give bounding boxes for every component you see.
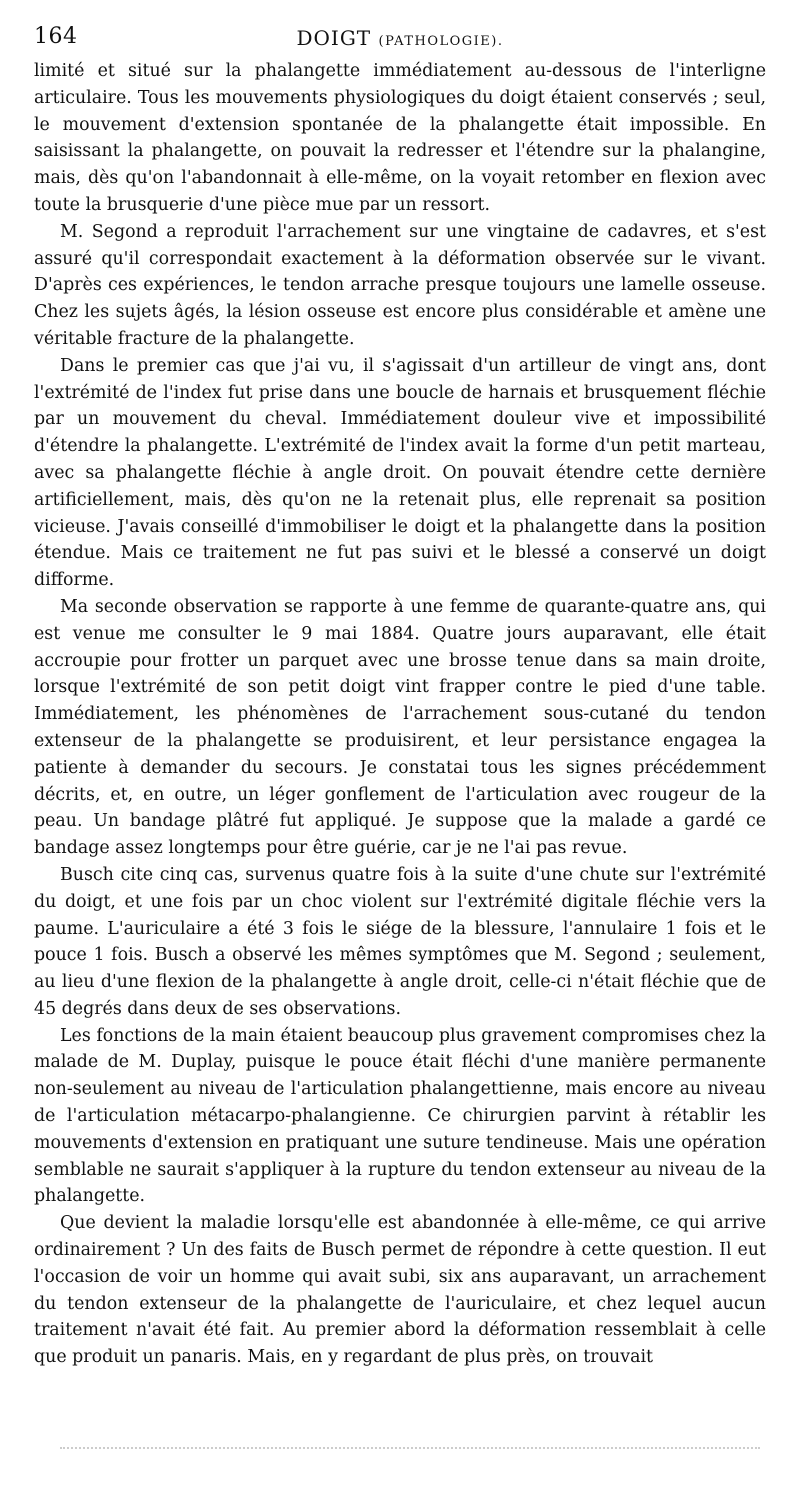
paragraph: limité et situé sur la phalangette immédiatement au-dessous de l'interligne articulaire. Tous les mouvements physiologiques du doigt étaient conservés ; seul, le mouvement d'extension spontanée de la phalangette était impossible. En saisissant la phalangette, on pouvait la redresser et l'étendre sur la phalangine, mais, dès qu'on l'abandonnait à elle-même, on la voyait retomber en flexion avec toute la brusquerie d'une pièce mue par un ressort. [34, 61, 766, 215]
paragraph: Ma seconde observation se rapporte à une femme de quarante-quatre ans, qui est venue me consulter le 9 mai 1884. Quatre jours auparavant, elle était accroupie pour frotter un parquet avec une brosse tenue dans sa main droite, lorsque l'extrémité de son petit doigt vint frapper contre le pied d'une table. Immédiatement, les phénomènes de l'arrachement sous-cutané du tendon extenseur de la phalangette se produisirent, et leur persistance engagea la patiente à demander du secours. Je constatai tous les signes précédemment décrits, et, en outre, un léger gonflement de l'articulation avec rougeur de la peau. Un bandage plâtré fut appliqué. Je suppose que la malade a gardé ce bandage assez longtemps pour être guérie, car je ne l'ai pas revue. [34, 596, 766, 859]
page-header [34, 24, 766, 56]
paragraph: Que devient la maladie lorsqu'elle est abandonnée à elle-même, ce qui arrive ordinairement ? Un des faits de Busch permet de répondre à cette question. Il eut l'occasion de voir un homme qui avait subi, six ans auparavant, un arrachement du tendon extenseur de la phalangette de l'auriculaire, et chez lequel aucun traitement n'avait été fait. Au premier abord la déformation ressemblait à celle que produit un panaris. Mais, en y regardant de plus près, on trouvait [34, 1213, 766, 1368]
bleed-through-line [60, 1447, 760, 1449]
paragraph: Les fonctions de la main étaient beaucoup plus gravement compromises chez la malade de M. Duplay, puisque le pouce était fléchi d'une manière permanente non-seulement au niveau de l'articulation phalangettienne, mais encore au niveau de l'articulation métacarpo-phalangienne. Ce chirurgien parvint à rétablir les mouvements d'extension en pratiquant une suture tendineuse. Mais une opération semblable ne saurait s'appliquer à la rupture du tendon extenseur au niveau de la phalangette. [34, 1025, 766, 1207]
page-number: 164 [34, 24, 78, 49]
running-title [34, 26, 766, 50]
running-title-main: DOIGT [296, 26, 372, 50]
body-text [34, 58, 766, 1371]
paragraph: Busch cite cinq cas, survenus quatre fois à la suite d'une chute sur l'extrémité du doigt, et une fois par un choc violent sur l'extrémité digitale fléchie vers la paume. L'auriculaire a été 3 fois le siége de la blessure, l'annulaire 1 fois et le pouce 1 fois. Busch a observé les mêmes symptômes que M. Segond ; seulement, au lieu d'une flexion de la phalangette à angle droit, celle-ci n'était fléchie que de 45 degrés dans deux de ses observations. [34, 864, 766, 1019]
paragraph: M. Segond a reproduit l'arrachement sur une vingtaine de cadavres, et s'est assuré qu'il correspondait exactement à la déformation observée sur le vivant. D'après ces expériences, le tendon arrache presque toujours une lamelle osseuse. Chez les sujets âgés, la lésion osseuse est encore plus considérable et amène une véritable fracture de la phalangette. [34, 221, 766, 349]
running-title-subtitle: (PATHOLOGIE). [378, 34, 504, 49]
paragraph: Dans le premier cas que j'ai vu, il s'agissait d'un artilleur de vingt ans, dont l'extrémité de l'index fut prise dans une boucle de harnais et brusquement fléchie par un mouvement du cheval. Immédiatement douleur vive et impossibilité d'étendre la phalangette. L'extrémité de l'index avait la forme d'un petit marteau, avec sa phalangette fléchie à angle droit. On pouvait étendre cette dernière artificiellement, mais, dès qu'on ne la retenait plus, elle reprenait sa position vicieuse. J'avais conseillé d'immobiliser le doigt et la phalangette dans la position étendue. Mais ce traitement ne fut pas suivi et le blessé a conservé un doigt difforme. [34, 355, 766, 591]
